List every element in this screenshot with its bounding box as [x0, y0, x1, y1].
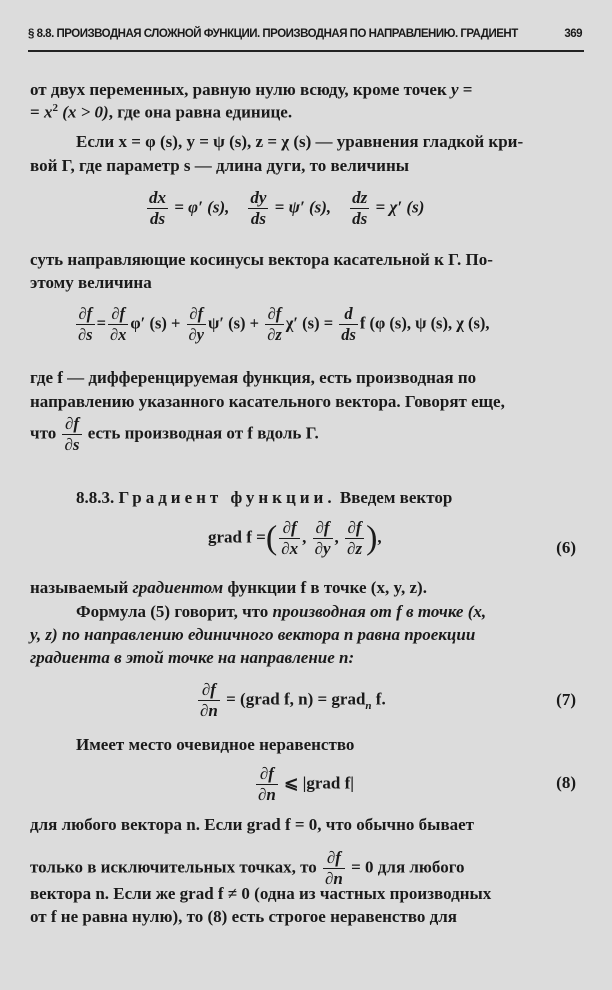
text-line: = $x^2$ (x > 0), где она равна единице. [30, 102, 293, 122]
page-number: 369 [564, 28, 582, 40]
text-line: направлению указанного касательного вектора. Говорят еще, [30, 392, 505, 411]
text-line: градиента в этой точке на направление n: [30, 648, 355, 667]
text-line: от двух переменных, равную нулю всюду, кроме точек y = [30, 80, 473, 99]
equation-gradient: grad f =( $\frac{\partial f}{\partial x}$ , $\frac{\partial f}{\partial y}$ , $\frac{\partial f}{\partial z}$ ), [208, 518, 382, 558]
section-heading: 8.8.3. Градиент функции. Введем вектор [76, 488, 453, 507]
equation-number: (8) [556, 773, 576, 792]
text-line: вой Г, где параметр s — длина дуги, то величины [30, 156, 410, 175]
running-header [28, 28, 582, 40]
equation-number: (7) [556, 690, 576, 709]
text-line: где f — дифференцируемая функция, есть производная по [30, 368, 477, 387]
equation-number: (6) [556, 538, 576, 557]
text-line: что $\frac{\partial f}{\partial s}$ есть производная от f вдоль Г. [30, 414, 319, 454]
text-line: этому величина [30, 273, 152, 292]
equation-direction-cosines: $\frac{dx}{ds}$ = φ′ (s), $\frac{dy}{ds}$ = ψ′ (s), $\frac{dz}{ds}$ = χ′ (s) [149, 188, 425, 228]
header-rule [28, 50, 584, 52]
text-line: суть направляющие косинусы вектора касательной к Г. По- [30, 250, 493, 269]
text-line: вектора n. Если же grad f ≠ 0 (одна из частных производных [30, 884, 492, 903]
text-line: Если x = φ (s), y = ψ (s), z = χ (s) — уравнения гладкой кри- [76, 132, 524, 151]
text-line: Имеет место очевидное неравенство [76, 735, 355, 754]
equation-inequality: $\frac{\partial f}{\partial n}$ ⩽ |grad f| [258, 764, 355, 804]
text-line: для любого вектора n. Если grad f = 0, что обычно бывает [30, 815, 475, 834]
header-title: § 8.8. ПРОИЗВОДНАЯ СЛОЖНОЙ ФУНКЦИИ. ПРОИЗВОДНАЯ ПО НАПРАВЛЕНИЮ. ГРАДИЕНТ [28, 28, 518, 40]
text-line: y, z) по направлению единичного вектора n равна проекции [30, 625, 476, 644]
equation-projection: $\frac{\partial f}{\partial n}$ = (grad f, n) = grad$_n$ f. [200, 680, 386, 720]
text-line: Формула (5) говорит, что производная от f в точке (x, [76, 602, 487, 621]
text-line: только в исключительных точках, то $\frac{\partial f}{\partial n}$ = 0 для любого [30, 848, 465, 888]
text-line: называемый градиентом функции f в точке (x, y, z). [30, 578, 427, 597]
text-line: от f не равна нулю), то (8) есть строгое неравенство для [30, 907, 457, 926]
equation-directional-derivative: $\frac{\partial f}{\partial s}$ = $\frac{\partial f}{\partial x}$ φ′ (s) + $\frac{\partial f}{\partial y}$ ψ′ (s) + $\frac{\partial f}{\partial z}$ χ′ (s) = $\frac{d}{ds}$ f (φ (s), ψ (s), χ (s), [78, 304, 490, 344]
